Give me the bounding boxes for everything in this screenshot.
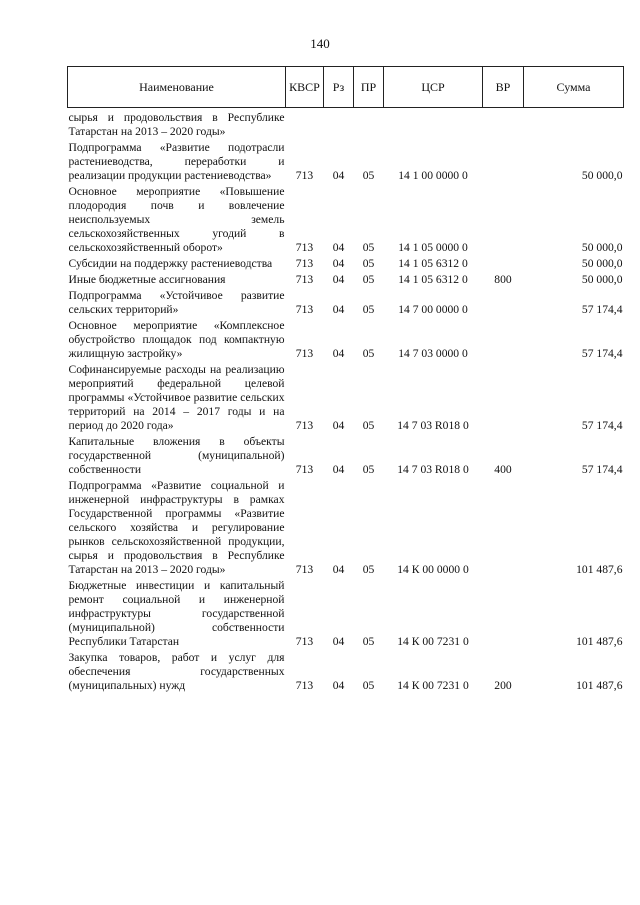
row-sum: 57 174,4: [581, 419, 623, 432]
row-pr: 05: [362, 273, 375, 286]
row-kvsr: 713: [295, 679, 314, 692]
table-header-row: [68, 67, 624, 108]
row-name: Капитальные вложения в объекты государственной (муниципальной) собственности: [68, 435, 285, 476]
row-pr: 05: [362, 463, 375, 476]
row-rz: 04: [332, 241, 345, 254]
row-kvsr: 713: [295, 273, 314, 286]
row-name: Закупка товаров, работ и услуг для обеспечения государственных (муниципальных) нужд: [68, 651, 285, 692]
row-sum: [524, 108, 624, 140]
row-csr: 14 1 05 6312 0: [398, 273, 468, 286]
row-kvsr: [286, 108, 324, 140]
row-rz: 04: [332, 169, 345, 182]
column-header-csr: ЦСР: [384, 67, 483, 108]
row-pr: 05: [362, 347, 375, 360]
table-row: [68, 139, 624, 183]
table-row: [68, 433, 624, 477]
table-row: [68, 361, 624, 433]
row-sum: 50 000,0: [581, 169, 623, 182]
table-row: [68, 477, 624, 577]
column-header-name: Наименование: [68, 67, 286, 108]
row-csr: 14 К 00 7231 0: [397, 635, 469, 648]
row-pr: 05: [362, 419, 375, 432]
row-vr: 200: [494, 679, 512, 692]
row-name: сырья и продовольствия в Республике Татарстан на 2013 – 2020 годы»: [68, 111, 285, 138]
row-kvsr: 713: [295, 347, 314, 360]
row-csr: 14 7 03 R018 0: [397, 463, 469, 476]
row-vr: 800: [494, 273, 512, 286]
row-csr: 14 7 00 0000 0: [398, 303, 468, 316]
row-name: Бюджетные инвестиции и капитальный ремонт социальной и инженерной инфраструктуры государственной (муниципальной) собственности Республики Татарстан: [68, 579, 285, 648]
row-vr: [483, 139, 524, 183]
table-row: [68, 183, 624, 255]
row-kvsr: 713: [295, 635, 314, 648]
table-row: [68, 271, 624, 287]
row-name: Субсидии на поддержку растениеводства: [68, 257, 273, 270]
row-kvsr: 713: [295, 563, 314, 576]
column-header-sum: Сумма: [524, 67, 624, 108]
row-sum: 101 487,6: [576, 635, 623, 648]
row-vr: [483, 255, 524, 271]
budget-table: [67, 66, 624, 693]
row-rz: 04: [332, 257, 345, 270]
row-rz: [324, 108, 354, 140]
column-header-rz: Рз: [324, 67, 354, 108]
row-name: Подпрограмма «Развитие подотрасли растениеводства, переработки и реализации продукции растениеводства»: [68, 141, 285, 182]
row-vr: [483, 361, 524, 433]
row-vr: [483, 183, 524, 255]
table-row: [68, 317, 624, 361]
row-csr: [384, 108, 483, 140]
row-rz: 04: [332, 463, 345, 476]
table-row: [68, 287, 624, 317]
row-csr: 14 К 00 0000 0: [397, 563, 469, 576]
row-kvsr: 713: [295, 169, 314, 182]
row-kvsr: 713: [295, 303, 314, 316]
row-vr: 400: [494, 463, 512, 476]
row-vr: [483, 477, 524, 577]
row-name: Иные бюджетные ассигнования: [68, 273, 226, 286]
row-sum: 57 174,4: [581, 463, 623, 476]
column-header-kvsr: КВСР: [286, 67, 324, 108]
row-rz: 04: [332, 273, 345, 286]
row-csr: 14 1 05 6312 0: [398, 257, 468, 270]
row-sum: 101 487,6: [576, 563, 623, 576]
row-sum: 57 174,4: [581, 347, 623, 360]
row-sum: 101 487,6: [576, 679, 623, 692]
row-pr: [354, 108, 384, 140]
row-name: Подпрограмма «Развитие социальной и инженерной инфраструктуры в рамках Государственной программы «Развитие сельского хозяйства и регулирование рынков сельскохозяйственной продукции, сырья и продовольствия в Республике Татарстан на 2013 – 2020 годы»: [68, 479, 285, 576]
row-rz: 04: [332, 347, 345, 360]
row-pr: 05: [362, 563, 375, 576]
row-sum: 50 000,0: [581, 257, 623, 270]
table-row: [68, 649, 624, 693]
row-vr: [483, 287, 524, 317]
row-name: Софинансируемые расходы на реализацию мероприятий федеральной целевой программы «Устойчивое развитие сельских территорий на 2014 – 2017 годы и на период до 2020 года»: [68, 363, 285, 432]
row-pr: 05: [362, 169, 375, 182]
row-rz: 04: [332, 303, 345, 316]
row-kvsr: 713: [295, 241, 314, 254]
row-vr: [483, 317, 524, 361]
row-rz: 04: [332, 635, 345, 648]
column-header-vr: ВР: [483, 67, 524, 108]
row-name: Подпрограмма «Устойчивое развитие сельских территорий»: [68, 289, 285, 316]
row-kvsr: 713: [295, 463, 314, 476]
row-rz: 04: [332, 563, 345, 576]
row-pr: 05: [362, 257, 375, 270]
table-row: [68, 255, 624, 271]
row-csr: 14 7 03 R018 0: [397, 419, 469, 432]
row-rz: 04: [332, 679, 345, 692]
row-sum: 50 000,0: [581, 273, 623, 286]
row-name: Основное мероприятие «Комплексное обустройство площадок под компактную жилищную застройку»: [68, 319, 285, 360]
row-kvsr: 713: [295, 419, 314, 432]
row-rz: 04: [332, 419, 345, 432]
row-csr: 14 К 00 7231 0: [397, 679, 469, 692]
row-csr: 14 1 00 0000 0: [398, 169, 468, 182]
page-number: 140: [310, 36, 330, 51]
row-csr: 14 1 05 0000 0: [398, 241, 468, 254]
row-pr: 05: [362, 241, 375, 254]
row-sum: 50 000,0: [581, 241, 623, 254]
row-pr: 05: [362, 679, 375, 692]
row-csr: 14 7 03 0000 0: [398, 347, 468, 360]
table-row: [68, 108, 624, 140]
row-kvsr: 713: [295, 257, 314, 270]
row-pr: 05: [362, 303, 375, 316]
row-sum: 57 174,4: [581, 303, 623, 316]
table-row: [68, 577, 624, 649]
row-name: Основное мероприятие «Повышение плодородия почв и вовлечение неиспользуемых земель сельскохозяйственных угодий в сельскохозяйственный оборот»: [68, 185, 285, 254]
row-pr: 05: [362, 635, 375, 648]
row-vr: [483, 577, 524, 649]
row-vr: [483, 108, 524, 140]
column-header-pr: ПР: [354, 67, 384, 108]
